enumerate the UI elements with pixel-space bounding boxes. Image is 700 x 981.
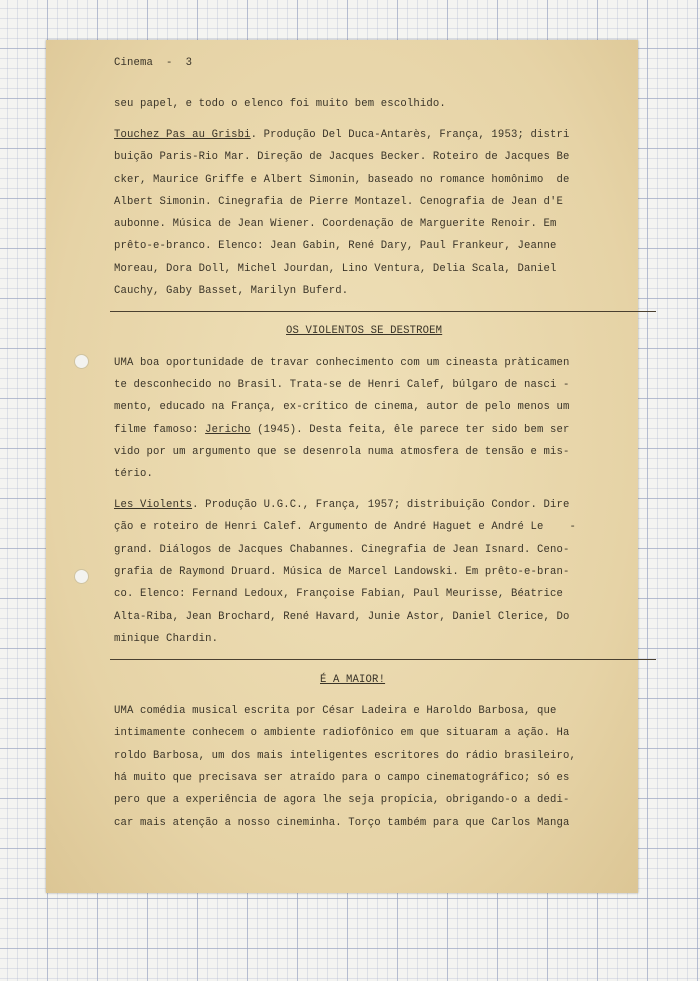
body-line: car mais atenção a nosso cineminha. Torço também para que Carlos Manga <box>114 817 570 829</box>
body-line: mento, educado na França, ex-crítico de cinema, autor de pelo menos um <box>114 401 570 413</box>
credit-line: buição Paris-Rio Mar. Direção de Jacques Becker. Roteiro de Jacques Be <box>114 151 570 163</box>
body-line: pero que a experiência de agora lhe seja propícia, obrigando-o a dedi- <box>114 794 570 806</box>
body-line: tério. <box>114 468 154 480</box>
credit-line: grand. Diálogos de Jacques Chabannes. Cinegrafia de Jean Isnard. Ceno- <box>114 544 570 556</box>
credit-line: prêto-e-branco. Elenco: Jean Gabin, René Dary, Paul Frankeur, Jeanne <box>114 240 557 252</box>
credit-line: aubonne. Música de Jean Wiener. Coordenação de Marguerite Renoir. Em <box>114 218 557 230</box>
body-line: há muito que precisava ser atraído para o campo cinematográfico; só es <box>114 772 570 784</box>
typewritten-page <box>46 40 638 893</box>
section-title-violentos: OS VIOLENTOS SE DESTROEM <box>286 325 443 337</box>
section-title-maior: É A MAIOR! <box>320 674 386 686</box>
credit-line: Les Violents. Produção U.G.C., França, 1957; distribuição Condor. Dire <box>114 499 570 511</box>
punch-hole-top <box>74 354 89 369</box>
credit-line: Albert Simonin. Cinegrafia de Pierre Montazel. Cenografia de Jean d'E <box>114 196 564 208</box>
credit-line: Alta-Riba, Jean Brochard, René Havard, Junie Astor, Daniel Clerice, Do <box>114 611 570 623</box>
divider-rule <box>110 311 656 312</box>
credit-line: grafia de Raymond Druard. Música de Marcel Landowski. Em prêto-e-bran- <box>114 566 570 578</box>
credit-line: Touchez Pas au Grisbi. Produção Del Duca-Antarès, França, 1953; distri <box>114 129 570 141</box>
credit-line: co. Elenco: Fernand Ledoux, Françoise Fabian, Paul Meurisse, Béatrice <box>114 588 564 600</box>
page-header: Cinema - 3 <box>114 57 193 69</box>
credit-line: Moreau, Dora Doll, Michel Jourdan, Lino Ventura, Delia Scala, Daniel <box>114 263 557 275</box>
body-line: te desconhecido no Brasil. Trata-se de Henri Calef, búlgaro de nasci - <box>114 379 570 391</box>
punch-hole-bottom <box>74 569 89 584</box>
credit-line: ção e roteiro de Henri Calef. Argumento de André Haguet e André Le - <box>114 521 577 533</box>
body-line: vido por um argumento que se desenrola numa atmosfera de tensão e mis- <box>114 446 570 458</box>
body-line: UMA boa oportunidade de travar conhecimento com um cineasta pràticamen <box>114 357 570 369</box>
divider-rule <box>110 659 656 660</box>
intro-line: seu papel, e todo o elenco foi muito bem escolhido. <box>114 98 446 110</box>
body-line: UMA comédia musical escrita por César Ladeira e Haroldo Barbosa, que <box>114 705 557 717</box>
body-line: intimamente conhecem o ambiente radiofônico em que situaram a ação. Ha <box>114 727 570 739</box>
body-line: filme famoso: Jericho (1945). Desta feita, êle parece ter sido bem ser <box>114 424 570 436</box>
credit-line: Cauchy, Gaby Basset, Marilyn Buferd. <box>114 285 349 297</box>
body-line: roldo Barbosa, um dos mais inteligentes escritores do rádio brasileiro, <box>114 750 577 762</box>
credit-line: cker, Maurice Griffe e Albert Simonin, baseado no romance homônimo de <box>114 174 570 186</box>
credit-line: minique Chardin. <box>114 633 219 645</box>
